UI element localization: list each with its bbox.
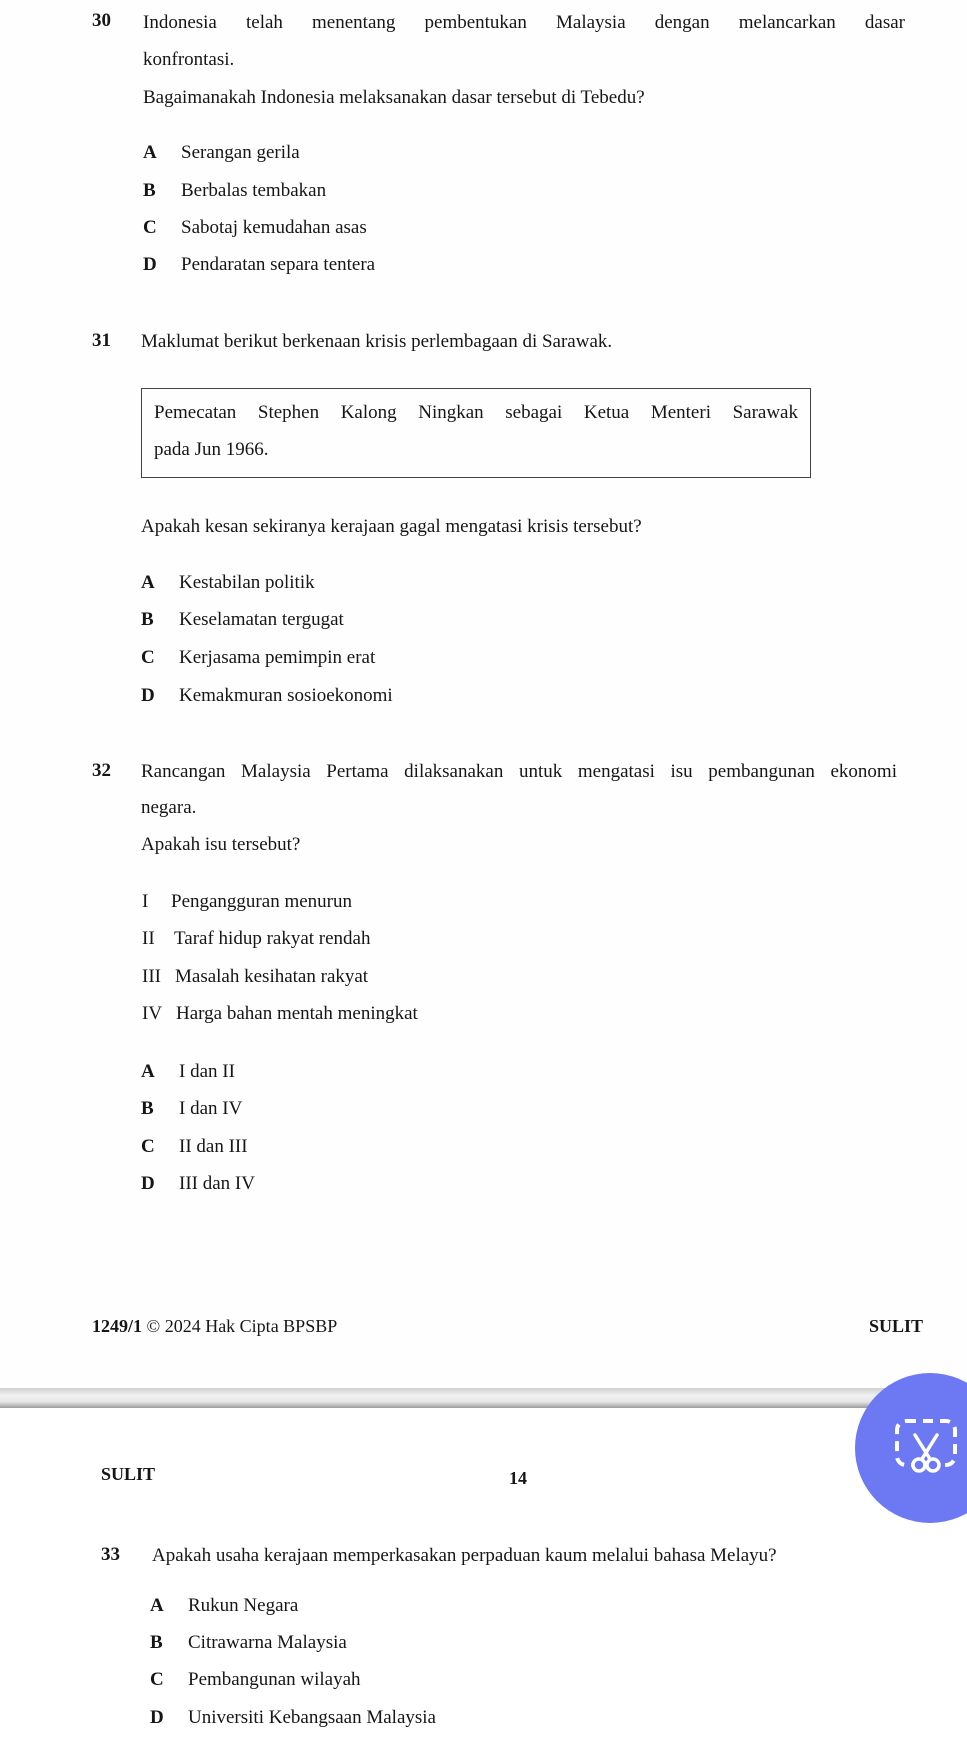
page-footer-sulit: SULIT <box>869 1316 924 1336</box>
option-letter: B <box>150 1632 163 1653</box>
question-31-question: Apakah kesan sekiranya kerajaan gagal mengatasi krisis tersebut? <box>141 516 642 537</box>
question-31-option-b[interactable] <box>141 605 344 635</box>
info-box-line2: pada Jun 1966. <box>154 439 269 460</box>
option-text: Pendaratan separa tentera <box>181 254 376 275</box>
statement-text: Pengangguran menurun <box>171 891 352 912</box>
option-letter: B <box>141 1098 154 1119</box>
exam-page-2 <box>0 1408 967 1753</box>
option-text: Kerjasama pemimpin erat <box>179 647 376 668</box>
option-letter: A <box>150 1595 164 1616</box>
question-33-option-b[interactable] <box>150 1628 347 1658</box>
question-31-intro: Maklumat berikut berkenaan krisis perlembagaan di Sarawak. <box>141 331 613 352</box>
statement-roman: IV <box>142 1003 163 1024</box>
option-text: I dan II <box>179 1061 235 1082</box>
statement-roman: III <box>142 966 161 987</box>
option-text: Pembangunan wilayah <box>188 1669 361 1690</box>
option-letter: A <box>141 1061 155 1082</box>
option-text: II dan III <box>179 1136 248 1157</box>
info-box-line1: Pemecatan Stephen Kalong Ningkan sebagai Ketua Menteri Sarawak <box>154 402 798 423</box>
question-30-stem-line1: Indonesia telah menentang pembentukan Malaysia dengan melancarkan dasar <box>143 12 905 33</box>
question-31-option-a[interactable] <box>141 568 315 598</box>
question-32-option-b[interactable] <box>141 1094 242 1124</box>
option-text: III dan IV <box>179 1173 255 1194</box>
question-30-stem-line2: konfrontasi. <box>143 49 235 70</box>
option-text: Serangan gerila <box>181 142 300 163</box>
page-header-sulit: SULIT <box>101 1464 156 1484</box>
statement-text: Harga bahan mentah meningkat <box>176 1003 418 1024</box>
question-33-number: 33 <box>101 1544 120 1565</box>
question-33-option-a[interactable] <box>150 1591 298 1621</box>
option-text: Rukun Negara <box>188 1595 299 1616</box>
question-32-stem-line1: Rancangan Malaysia Pertama dilaksanakan untuk mengatasi isu pembangunan ekonomi <box>141 761 897 782</box>
question-32-statement-iv <box>142 999 418 1029</box>
option-letter: D <box>141 685 155 706</box>
paper-code: 1249/1 <box>92 1316 143 1336</box>
question-33-option-d[interactable] <box>150 1703 436 1733</box>
question-33-option-c[interactable] <box>150 1665 361 1695</box>
option-letter: A <box>141 572 155 593</box>
question-32-statement-i <box>142 887 352 917</box>
option-letter: C <box>150 1669 164 1690</box>
question-32-option-d[interactable] <box>141 1169 255 1199</box>
question-33-question: Apakah usaha kerajaan memperkasakan perpaduan kaum melalui bahasa Melayu? <box>152 1545 777 1566</box>
page-number: 14 <box>509 1468 527 1488</box>
statement-text: Taraf hidup rakyat rendah <box>174 928 371 949</box>
option-letter: B <box>143 180 156 201</box>
page-footer-left <box>92 1316 337 1337</box>
option-letter: D <box>150 1707 164 1728</box>
statement-text: Masalah kesihatan rakyat <box>175 966 369 987</box>
statement-roman: II <box>142 928 155 949</box>
option-text: Keselamatan tergugat <box>179 609 344 630</box>
question-31-number: 31 <box>92 330 111 351</box>
question-30-option-c[interactable] <box>143 213 367 243</box>
statement-roman: I <box>142 891 149 912</box>
page-divider <box>0 1388 967 1408</box>
question-32-option-c[interactable] <box>141 1132 248 1162</box>
question-31-option-c[interactable] <box>141 643 375 673</box>
question-30-question: Bagaimanakah Indonesia melaksanakan dasar tersebut di Tebedu? <box>143 87 645 108</box>
option-text: Citrawarna Malaysia <box>188 1632 347 1653</box>
option-letter: A <box>143 142 157 163</box>
option-text: Sabotaj kemudahan asas <box>181 217 367 238</box>
option-letter: D <box>143 254 157 275</box>
question-32-option-a[interactable] <box>141 1057 235 1087</box>
question-32-stem-line2: negara. <box>141 797 197 818</box>
option-letter: C <box>143 217 157 238</box>
question-32-statement-ii <box>142 924 371 954</box>
question-32-question: Apakah isu tersebut? <box>141 834 301 855</box>
question-31-info-box <box>141 388 811 478</box>
question-30-option-b[interactable] <box>143 176 326 206</box>
screenshot-scissors-icon <box>893 1415 959 1479</box>
question-31-option-d[interactable] <box>141 681 393 711</box>
option-letter: D <box>141 1173 155 1194</box>
question-32-statement-iii <box>142 962 368 992</box>
option-letter: C <box>141 1136 155 1157</box>
option-text: Kestabilan politik <box>179 572 315 593</box>
option-text: Berbalas tembakan <box>181 180 327 201</box>
option-letter: B <box>141 609 154 630</box>
option-text: Universiti Kebangsaan Malaysia <box>188 1707 436 1728</box>
question-30-option-d[interactable] <box>143 250 375 280</box>
copyright-text: © 2024 Hak Cipta BPSBP <box>146 1316 338 1336</box>
question-30-option-a[interactable] <box>143 138 300 168</box>
option-text: I dan IV <box>179 1098 243 1119</box>
option-letter: C <box>141 647 155 668</box>
question-30-number: 30 <box>92 10 111 31</box>
option-text: Kemakmuran sosioekonomi <box>179 685 393 706</box>
question-32-number: 32 <box>92 760 111 781</box>
